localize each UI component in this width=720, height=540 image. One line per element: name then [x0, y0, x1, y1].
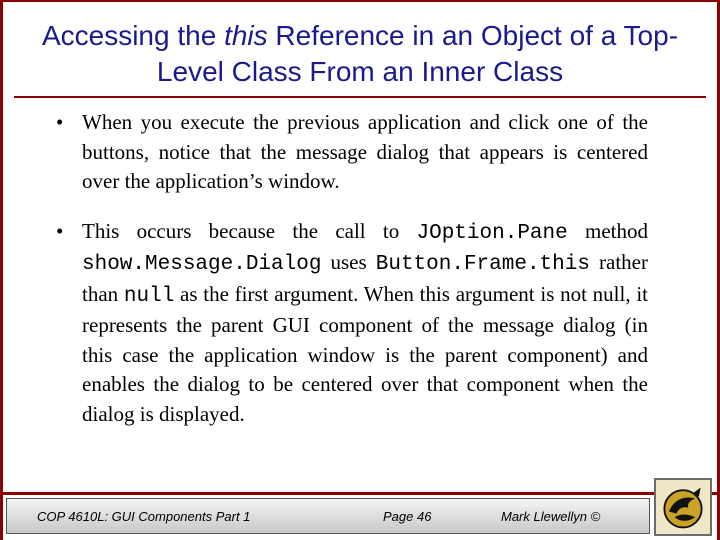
code-button-frame-this: Button.Frame.this: [375, 253, 590, 276]
bullet2-text-3: uses: [321, 250, 376, 274]
bullet2-text-5: as the first argument. When this argument is not null, it represents the parent GUI component of the message dialog (in this case the application window is the parent component) and enables the dialog to be centered over that component when the dialog is displayed.: [82, 281, 648, 426]
bullet-list: [54, 108, 648, 429]
code-joption-pane: JOption.Pane: [416, 221, 568, 245]
footer-author: Mark Llewellyn ©: [501, 509, 601, 524]
code-show-message-dialog: show.Message.Dialog: [82, 253, 322, 276]
title-divider: [14, 96, 706, 98]
code-null: null: [123, 284, 175, 308]
slide-title: [40, 18, 680, 90]
footer-bar: [6, 498, 650, 534]
footer-course: COP 4610L: GUI Components Part 1: [37, 509, 251, 524]
footer-page-number: Page 46: [383, 509, 432, 524]
pegasus-logo-icon: [654, 478, 712, 536]
bullet2-text-1: This occurs because the call to: [82, 218, 417, 243]
bullet2-text-2: method: [567, 218, 648, 243]
pegasus-logo-graphic: [656, 480, 710, 534]
title-text-1: Accessing the: [41, 20, 225, 51]
bullet-item-2: [54, 217, 648, 430]
title-text-2: Reference in an Object of a Top-Level Class From an Inner Class: [156, 20, 679, 87]
bullet2-text-4: rather than: [82, 250, 648, 306]
bullet-item-1: • When you execute the previous application and click one of the buttons, notice that the message dialog that appears is centered over the application’s window.: [54, 108, 648, 197]
title-italic-this: this: [224, 20, 268, 51]
footer-divider: [0, 492, 720, 495]
